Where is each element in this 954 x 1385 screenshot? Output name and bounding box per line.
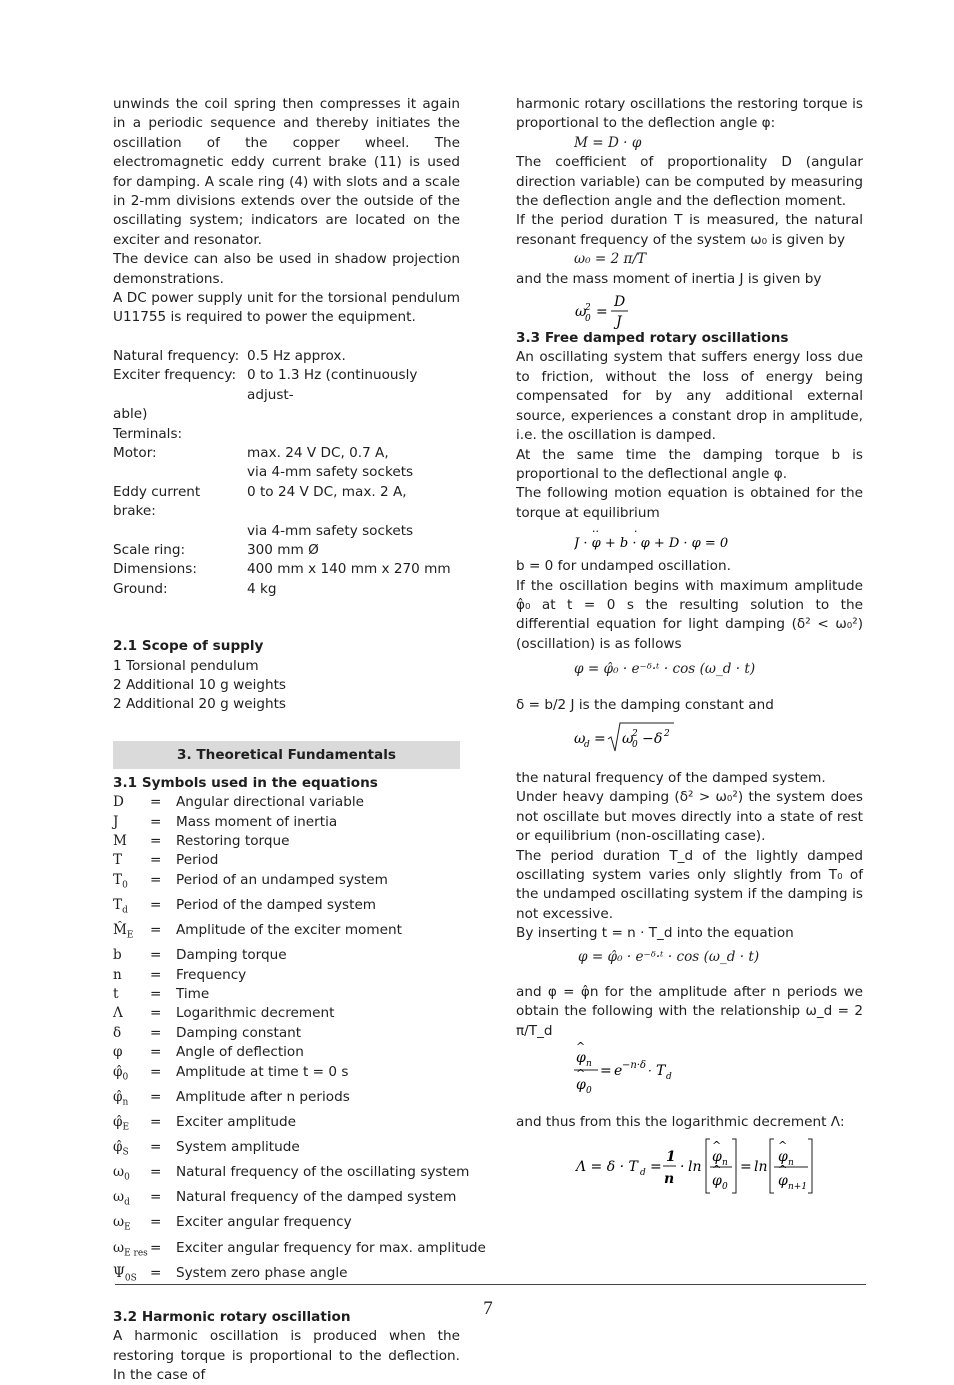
svg-text:0: 0 — [722, 1181, 728, 1192]
symbol-row — [113, 1024, 460, 1043]
symbol-main: M — [113, 833, 127, 849]
svg-text:^: ^ — [778, 1138, 788, 1152]
symbol-main: n — [113, 966, 122, 983]
equation-amplitude-ratio — [574, 1041, 863, 1097]
equals-sign: = — [150, 1264, 162, 1281]
symbol-main: Ψ — [113, 1264, 125, 1281]
equals-sign: = — [150, 833, 162, 849]
symbol-subscript: S — [122, 1147, 129, 1158]
symbol-description: Exciter angular frequency for max. amplitude — [176, 1239, 486, 1256]
spec-row — [113, 483, 460, 522]
inertia-paragraph: and the mass moment of inertia J is given by — [516, 270, 822, 287]
spec-label — [113, 463, 247, 482]
symbol — [113, 1113, 150, 1138]
spec-value — [247, 425, 460, 444]
svg-text:^: ^ — [712, 1138, 722, 1152]
spec-label: Scale ring: — [113, 541, 186, 558]
svg-text:J · φ + b · φ + D · φ = 0: J · φ + b · φ + D · φ = 0 — [574, 536, 729, 552]
symbol-main: φ̂ — [113, 1063, 123, 1080]
spec-value — [247, 405, 460, 424]
equation-solution-repeat: φ = φ̂₀ · e⁻ᵟ·ᵗ · cos (ω_d · t) — [578, 948, 760, 965]
symbol-main: Λ — [113, 1005, 123, 1022]
symbol-main: φ̂ — [113, 1088, 123, 1105]
svg-text:T: T — [656, 1063, 666, 1080]
motion-equation-paragraph: The following motion equation is obtained for the torque at equilibrium — [516, 485, 863, 521]
symbol-row — [113, 1113, 460, 1138]
svg-text:δ: δ — [654, 730, 663, 747]
svg-text:·: · — [648, 1064, 652, 1079]
svg-text:−: − — [642, 730, 654, 747]
equation-omega-squared — [574, 289, 863, 329]
equation-natural-frequency: ω₀ = 2 π/T — [574, 251, 647, 268]
symbol-description: Angle of deflection — [176, 1044, 304, 1061]
scope-of-supply-heading: 2.1 Scope of supply — [113, 638, 264, 655]
equation-solution: φ = φ̂₀ · e⁻ᵟ·ᵗ · cos (ω_d · t) — [574, 661, 756, 678]
svg-text:n: n — [664, 1170, 675, 1187]
symbols-heading: 3.1 Symbols used in the equations — [113, 774, 378, 791]
spec-label: Exciter frequency: — [113, 367, 237, 384]
shadow-projection-paragraph: The device can also be used in shadow projection demonstrations. — [113, 251, 460, 287]
spec-value: via 4-mm safety sockets — [247, 464, 414, 481]
spec-label: able) — [113, 406, 148, 423]
natural-frequency-damped-paragraph: the natural frequency of the damped system. — [516, 769, 826, 786]
symbol-main: J — [113, 813, 119, 830]
svg-text:··: ·· — [592, 525, 599, 539]
symbol-main: ω — [113, 1189, 125, 1206]
svg-text:^: ^ — [778, 1162, 788, 1176]
svg-text:−n·δ: −n·δ — [622, 1060, 647, 1072]
damping-torque-paragraph: At the same time the damping torque b is proportional to the deflectional angle φ. — [516, 446, 863, 482]
svg-text:ω: ω — [575, 304, 587, 321]
proportionality-paragraph: The coefficient of proportionality D (angular direction variable) can be computed by measuring the deflection angle and the deflection moment. — [516, 154, 863, 210]
svg-text:0: 0 — [632, 739, 638, 750]
symbol — [113, 793, 150, 812]
symbol-main: ω — [113, 1214, 125, 1231]
equals-sign: = — [150, 1088, 162, 1105]
symbol — [113, 1239, 150, 1264]
equals-sign: = — [150, 813, 162, 830]
amplitude-after-n-paragraph: and φ = φ̂n for the amplitude after n periods we obtain the following with the relationship ω_d = 2 π/T_d — [516, 984, 863, 1039]
supply-list — [113, 657, 460, 715]
spec-label: Motor: — [113, 444, 157, 461]
symbol-main: ω — [113, 1239, 125, 1256]
symbol — [113, 921, 150, 946]
symbol-subscript: d — [122, 905, 128, 916]
svg-text:^: ^ — [576, 1067, 586, 1081]
symbol-subscript: E — [124, 1223, 131, 1234]
spec-value: 400 mm x 140 mm x 270 mm — [247, 561, 451, 578]
svg-text:=: = — [740, 1158, 752, 1175]
spec-value: 0.5 Hz approx. — [247, 347, 346, 364]
symbol-row — [113, 871, 460, 896]
symbol-description: Natural frequency of the oscillating system — [176, 1164, 470, 1181]
spec-row — [113, 580, 460, 599]
spec-label: Dimensions: — [113, 561, 197, 578]
equals-sign: = — [150, 1113, 162, 1130]
spec-label: Ground: — [113, 580, 168, 597]
symbol — [113, 966, 150, 985]
equals-sign: = — [150, 986, 162, 1002]
svg-text:ln: ln — [688, 1158, 702, 1175]
equals-sign: = — [150, 922, 162, 939]
symbol — [113, 813, 150, 832]
svg-text:J: J — [616, 314, 622, 330]
symbol-row — [113, 1043, 460, 1062]
symbol-main: T — [113, 852, 123, 869]
svg-text:n+1: n+1 — [788, 1181, 808, 1192]
spec-row — [113, 522, 460, 541]
spec-label: Natural frequency: — [113, 347, 240, 364]
symbols-table — [113, 793, 486, 1289]
equals-sign: = — [150, 966, 162, 983]
svg-text:n: n — [788, 1157, 794, 1168]
period-paragraph: If the period duration T is measured, the natural resonant frequency of the system ω₀ is given by — [516, 212, 863, 248]
symbol — [113, 1024, 150, 1043]
svg-text:d: d — [640, 1167, 646, 1178]
free-damped-heading: 3.3 Free damped rotary oscillations — [516, 330, 789, 347]
svg-text:D: D — [614, 294, 626, 311]
svg-text:φ: φ — [778, 1148, 788, 1165]
svg-text:·: · — [680, 1158, 685, 1175]
supply-item: 1 Torsional pendulum — [113, 657, 259, 674]
symbol-subscript: d — [124, 1197, 130, 1208]
svg-text:=: = — [594, 730, 606, 747]
equals-sign: = — [150, 1214, 162, 1231]
symbol-description: System zero phase angle — [176, 1264, 348, 1281]
spec-row — [113, 425, 460, 444]
spec-row — [113, 444, 460, 463]
symbol — [113, 985, 150, 1004]
spec-row — [113, 541, 460, 560]
spec-label: Terminals: — [113, 425, 183, 442]
spec-label — [113, 522, 247, 541]
energy-loss-paragraph: An oscillating system that suffers energy loss due to friction, without the loss of energy being compensated for by any additional external source, experiences a constant drop in amplitude, i.e. the oscillation is damped. — [516, 349, 863, 444]
footer-divider — [115, 1284, 866, 1285]
symbol — [113, 1188, 150, 1213]
symbol — [113, 896, 150, 921]
symbol-description: Amplitude after n periods — [176, 1088, 350, 1105]
symbol-subscript: 0 — [122, 1072, 129, 1083]
intro-paragraph: unwinds the coil spring then compresses it again in a periodic sequence and thereby initiates the oscillation of the copper wheel. The electromagnetic eddy current brake (11) is used for damping. A scale ring (4) with slots and a scale in 2-mm divisions extends over the outside of the oscillating system; indicators are located on the exciter and resonator. — [113, 96, 460, 248]
symbol-subscript: E — [126, 930, 134, 941]
svg-text:ln: ln — [754, 1158, 768, 1175]
section-title-bar: 3. Theoretical Fundamentals — [113, 741, 460, 769]
symbol-row — [113, 1188, 460, 1213]
svg-text:φ: φ — [778, 1172, 788, 1189]
symbol-main: M̂ — [113, 922, 127, 939]
symbol-description: System amplitude — [176, 1139, 300, 1155]
symbol-main: T — [113, 871, 123, 888]
symbol-row — [113, 832, 460, 851]
spec-label: Eddy current brake: — [113, 483, 201, 520]
symbol-main: T — [113, 896, 123, 913]
symbol — [113, 1063, 150, 1088]
harmonic-paragraph: A harmonic oscillation is produced when the restoring torque is proportional to the deflection. In the case of — [113, 1328, 460, 1383]
inserting-paragraph: By inserting t = n · T_d into the equation — [516, 925, 794, 942]
symbol-row — [113, 985, 460, 1004]
symbol — [113, 832, 150, 851]
equation-log-decrement — [574, 1133, 863, 1199]
symbol — [113, 1163, 150, 1188]
symbol — [113, 1043, 150, 1062]
equals-sign: = — [150, 947, 162, 964]
symbol — [113, 871, 150, 896]
svg-text:e: e — [614, 1063, 623, 1080]
spec-row — [113, 347, 460, 366]
svg-text:ω: ω — [574, 730, 586, 747]
symbol-description: Damping constant — [176, 1024, 302, 1041]
symbol-row — [113, 1239, 486, 1264]
symbol — [113, 1088, 150, 1113]
svg-text:n: n — [722, 1157, 728, 1168]
spec-row — [113, 463, 460, 482]
svg-text:φ: φ — [712, 1172, 722, 1189]
svg-text:0: 0 — [585, 314, 591, 325]
symbol-subscript: E — [122, 1122, 130, 1133]
symbol — [113, 1138, 150, 1163]
symbol — [113, 1213, 150, 1238]
spec-table — [113, 347, 460, 599]
symbol-row — [113, 921, 460, 946]
svg-text:^: ^ — [712, 1162, 722, 1176]
symbol-row — [113, 1138, 460, 1163]
power-supply-paragraph: A DC power supply unit for the torsional pendulum U11755 is required to power the equipment. — [113, 290, 460, 326]
heavy-damping-paragraph: Under heavy damping (δ² > ω₀²) the system does not oscillate but moves directly into a state of rest or equilibrium (non-oscillating case). — [516, 789, 863, 845]
supply-item: 2 Additional 20 g weights — [113, 696, 287, 713]
symbol-row — [113, 946, 460, 965]
symbol-subscript: n — [122, 1097, 129, 1108]
symbol-description: Period — [176, 852, 219, 869]
symbol-row — [113, 1088, 460, 1113]
symbol-description: Mass moment of inertia — [176, 813, 338, 830]
symbol-description: Logarithmic decrement — [176, 1005, 335, 1022]
spec-value: max. 24 V DC, 0.7 A, — [247, 444, 389, 461]
symbol-row — [113, 1213, 460, 1238]
symbol-row — [113, 1163, 470, 1188]
symbol-main: φ̂ — [113, 1113, 123, 1130]
symbol-row — [113, 1063, 460, 1088]
symbol-main: D — [113, 794, 124, 811]
symbol-subscript: 0S — [124, 1273, 137, 1284]
spec-row — [113, 560, 460, 579]
restoring-torque-paragraph: harmonic rotary oscillations the restoring torque is proportional to the deflection angle φ: — [516, 96, 863, 132]
symbol-row — [113, 813, 460, 832]
symbol — [113, 1004, 150, 1023]
svg-text:^: ^ — [576, 1041, 586, 1054]
symbol-description: Angular directional variable — [176, 794, 365, 811]
symbol-main: ω — [113, 1164, 125, 1181]
equals-sign: = — [150, 1164, 162, 1181]
symbol-description: Damping torque — [176, 947, 287, 964]
log-decrement-paragraph: and thus from this the logarithmic decrement Λ: — [516, 1114, 845, 1131]
svg-text:d: d — [584, 739, 590, 750]
symbol-description: Period of an undamped system — [176, 871, 388, 888]
equals-sign: = — [150, 871, 162, 888]
svg-text:φ: φ — [576, 1077, 586, 1094]
left-column — [113, 95, 486, 1385]
equals-sign: = — [150, 1024, 162, 1041]
equals-sign: = — [150, 1239, 162, 1256]
equals-sign: = — [150, 1139, 162, 1155]
equation-omega-d — [574, 715, 863, 759]
svg-text:2: 2 — [585, 303, 591, 314]
svg-text:0: 0 — [586, 1086, 592, 1097]
equals-sign: = — [150, 1044, 162, 1061]
spec-value: 4 kg — [247, 580, 277, 597]
equals-sign: = — [150, 1005, 162, 1022]
symbol-row — [113, 1004, 460, 1023]
equals-sign: = — [150, 852, 162, 869]
svg-text:d: d — [666, 1072, 672, 1083]
symbol-description: Amplitude at time t = 0 s — [176, 1063, 349, 1080]
equals-sign: = — [150, 896, 162, 913]
equals-sign: = — [150, 1189, 162, 1206]
svg-text:φ: φ — [712, 1148, 722, 1165]
symbol-description: Period of the damped system — [176, 896, 377, 913]
spec-value: 0 to 24 V DC, max. 2 A, — [247, 483, 407, 500]
symbol-subscript: E res — [124, 1248, 148, 1259]
symbol-row — [113, 966, 460, 985]
spec-row — [113, 405, 460, 424]
symbol-description: Exciter angular frequency — [176, 1214, 352, 1231]
symbol-main: δ — [113, 1024, 122, 1041]
svg-text:=: = — [650, 1158, 662, 1175]
symbol-subscript: 0 — [122, 880, 128, 891]
symbol-main: t — [113, 986, 119, 1002]
svg-text:=: = — [600, 1063, 612, 1080]
svg-text:ω: ω — [622, 730, 634, 747]
symbol-row — [113, 793, 460, 812]
spec-value: 300 mm Ø — [247, 541, 319, 558]
symbol — [113, 946, 150, 965]
equals-sign: = — [150, 1063, 162, 1080]
period-duration-paragraph: The period duration T_d of the lightly damped oscillating system varies only slightly from T₀ of the undamped oscillating system if the damping is not excessive. — [516, 847, 863, 922]
svg-text:=: = — [596, 304, 608, 321]
symbol — [113, 851, 150, 870]
supply-item: 2 Additional 10 g weights — [113, 676, 287, 693]
symbol-row — [113, 896, 460, 921]
right-column — [516, 95, 863, 1199]
symbol-description: Frequency — [176, 966, 247, 983]
symbol-main: b — [113, 947, 122, 964]
symbol-description: Amplitude of the exciter moment — [176, 922, 402, 939]
svg-text:1: 1 — [666, 1148, 676, 1165]
spec-value: 0 to 1.3 Hz (continuously adjust- — [247, 367, 418, 403]
light-damping-paragraph: If the oscillation begins with maximum amplitude φ̂₀ at t = 0 s the resulting solution to the differential equation for light damping (δ² < ω₀²) (oscillation) is as follows — [516, 577, 863, 652]
harmonic-heading: 3.2 Harmonic rotary oscillation — [113, 1308, 351, 1325]
svg-text:Λ = δ · T: Λ = δ · T — [576, 1158, 638, 1175]
svg-text:2: 2 — [632, 728, 638, 739]
symbol-main: φ̂ — [113, 1139, 123, 1155]
svg-text:·: · — [634, 525, 638, 539]
svg-text:φ: φ — [576, 1050, 586, 1067]
equation-motion — [574, 523, 863, 557]
symbol-description: Time — [176, 986, 210, 1002]
page-number: 7 — [483, 1298, 493, 1319]
damping-constant-paragraph: δ = b/2 J is the damping constant and — [516, 696, 774, 713]
svg-text:2: 2 — [664, 728, 670, 739]
symbol-main: φ — [113, 1044, 123, 1061]
symbol-row — [113, 851, 460, 870]
spec-row — [113, 366, 460, 405]
equation-restoring-torque: M = D · φ — [574, 134, 642, 151]
symbol-description: Natural frequency of the damped system — [176, 1189, 457, 1206]
symbol-description: Exciter amplitude — [176, 1113, 296, 1130]
spec-value: via 4-mm safety sockets — [247, 522, 414, 539]
symbol-subscript: 0 — [124, 1172, 130, 1183]
equals-sign: = — [150, 794, 162, 811]
svg-text:n: n — [586, 1059, 592, 1070]
symbol-description: Restoring torque — [176, 833, 290, 849]
undamped-paragraph: b = 0 for undamped oscillation. — [516, 558, 731, 575]
